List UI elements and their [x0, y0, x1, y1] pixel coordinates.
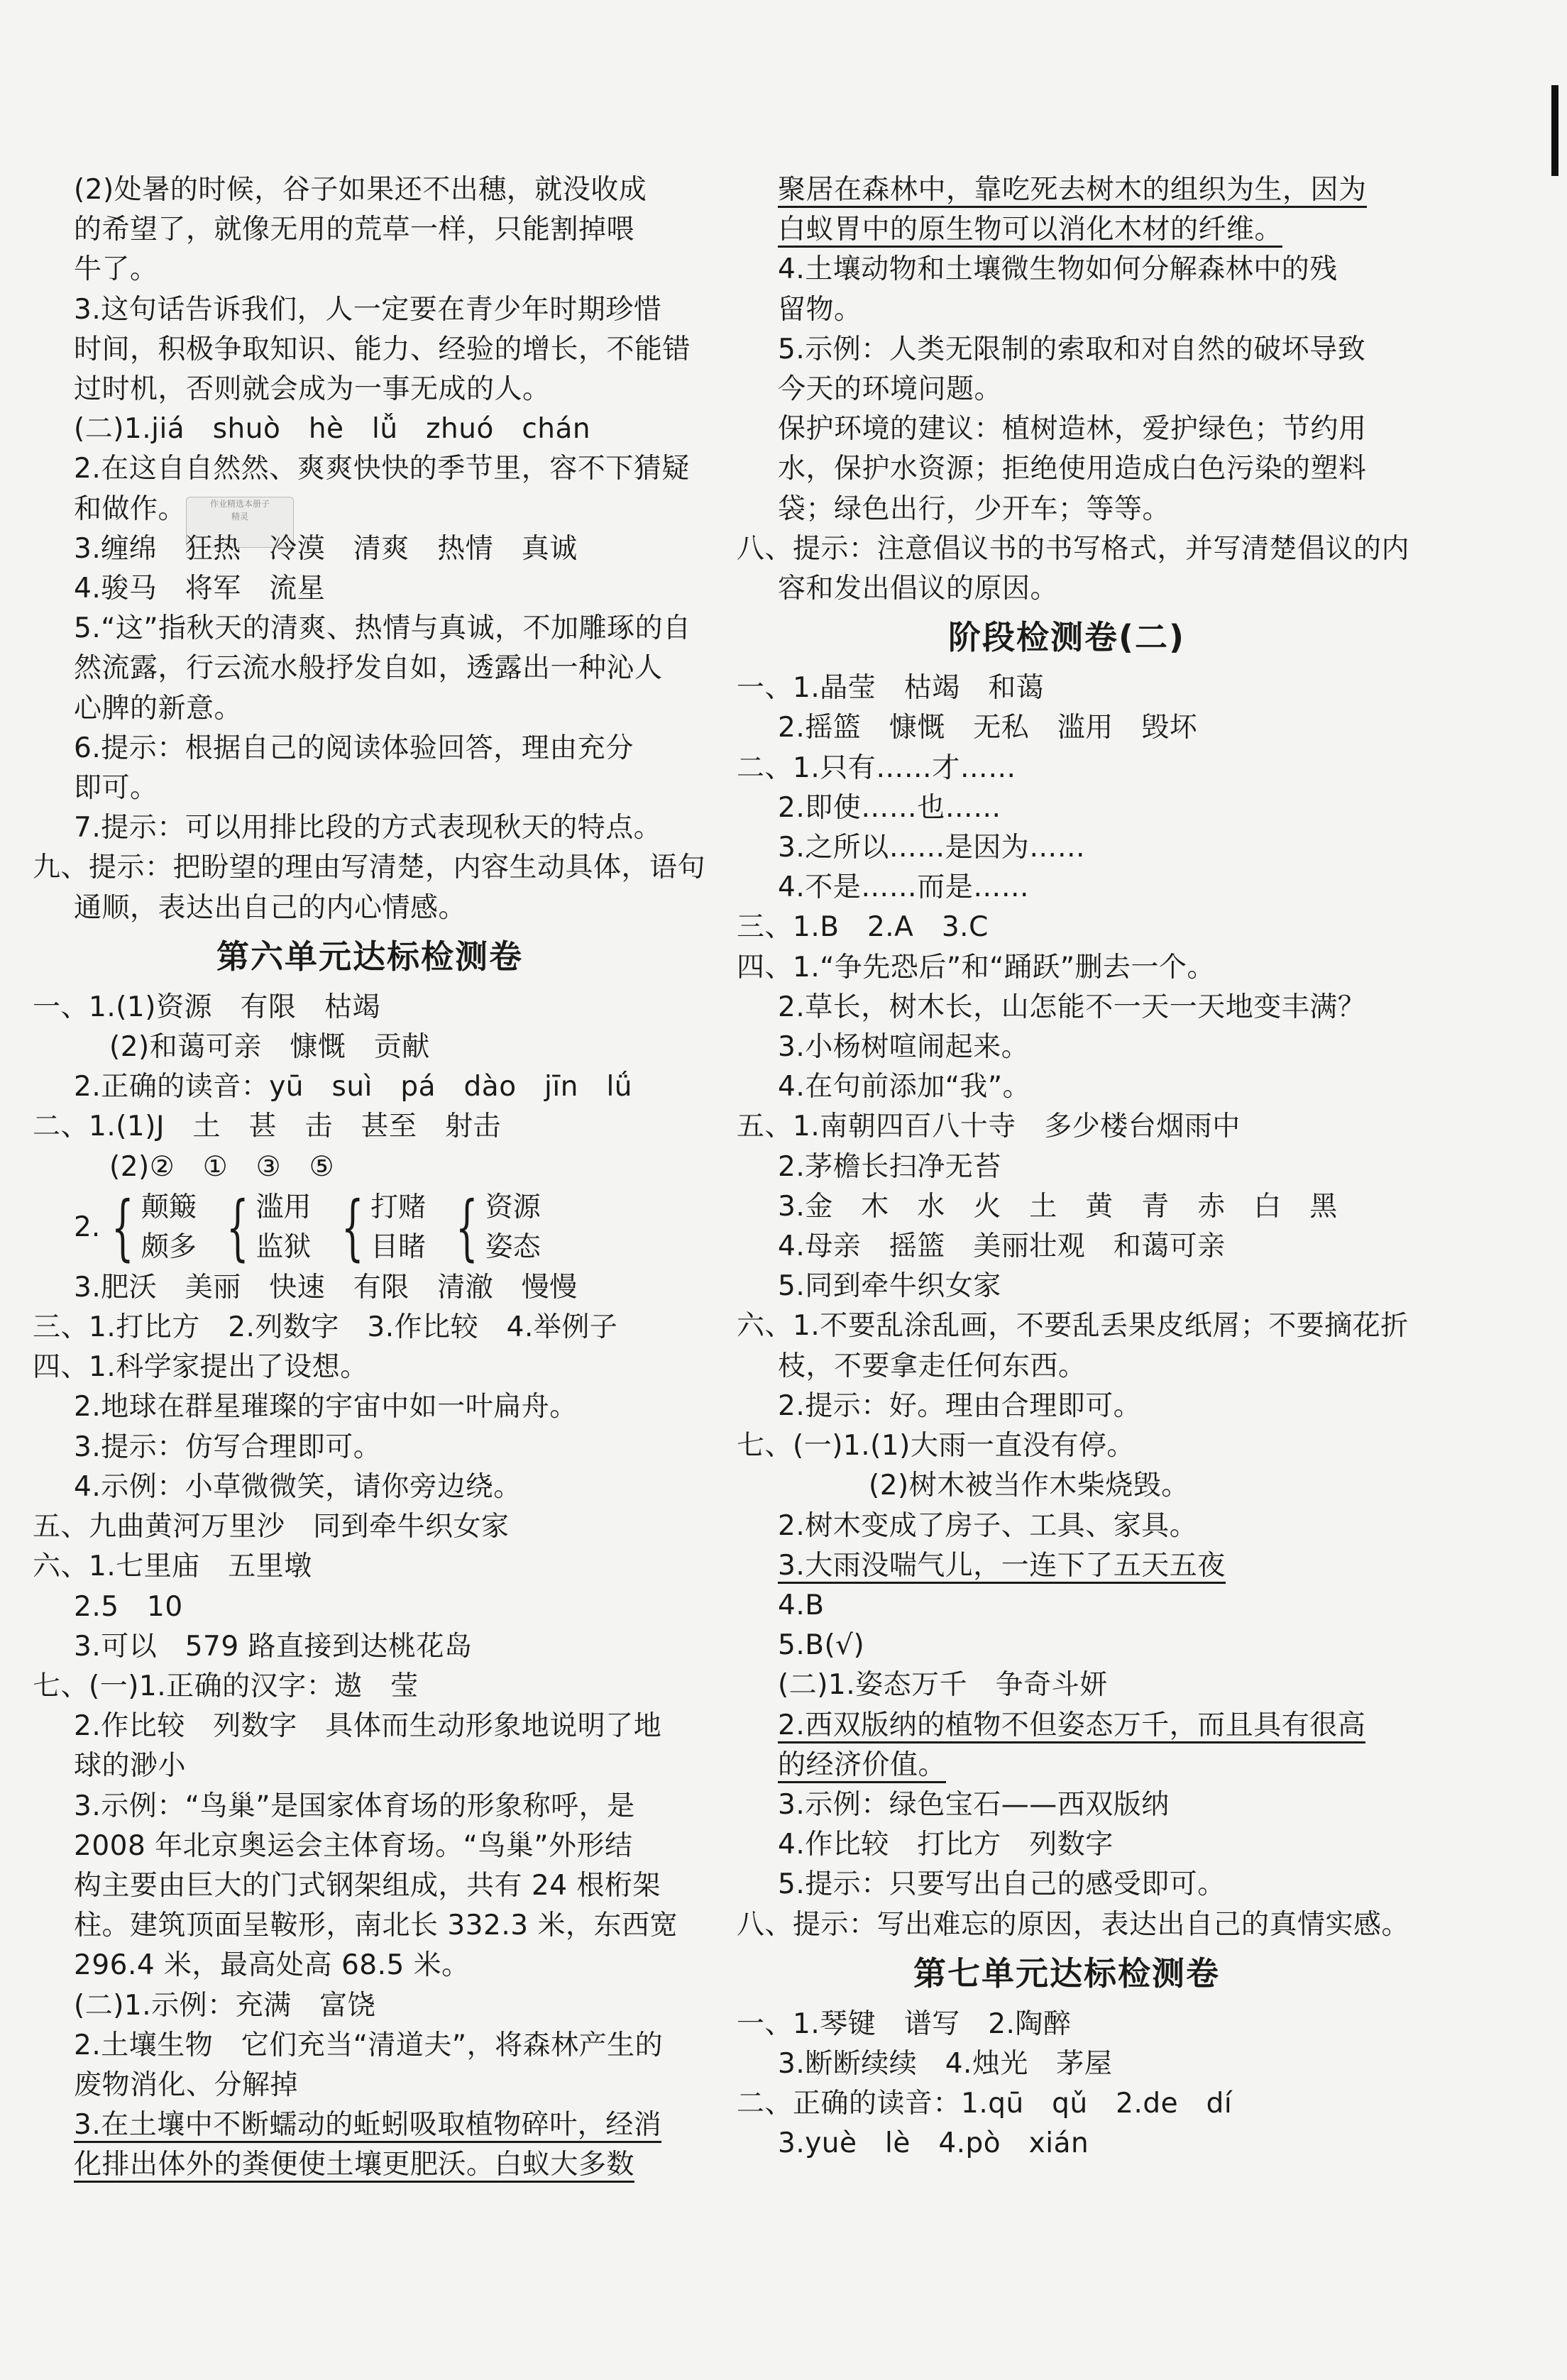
text-line: 3.断断续续 4.烛光 茅屋: [778, 2047, 1113, 2080]
text-line: 4.示例：小草微微笑，请你旁边绕。: [74, 1470, 522, 1503]
text-line: 然流露，行云流水般抒发自如，透露出一种沁人: [74, 652, 663, 685]
brace-word: 监狱: [255, 1230, 312, 1263]
stamp-line-1: 作业精选本册子: [209, 499, 270, 509]
text-line: 3.小杨树喧闹起来。: [778, 1031, 1030, 1064]
text-line: [33, 2145, 707, 2185]
text-line: 容和发出倡议的原因。: [778, 573, 1059, 605]
text-line: 2.作比较 列数字 具体而生动形象地说明了地: [74, 1710, 662, 1743]
text-line: 3.示例：“鸟巢”是国家体育场的形象称呼，是: [74, 1790, 635, 1822]
text-line: 二、正确的读音：1.qū qǔ 2.de dí: [737, 2088, 1233, 2120]
underlined-answer: 3.大雨没喘气儿，一连下了五天五夜: [778, 1550, 1226, 1584]
text-line: 废物消化、分解掉: [74, 2068, 299, 2101]
text-line: 5.示例：人类无限制的索取和对自然的破坏导致: [778, 333, 1366, 365]
text-line: 3.这句话告诉我们，人一定要在青少年时期珍惜: [74, 293, 662, 326]
text-line: (2)和蔼可亲 慷慨 贡献: [109, 1031, 430, 1064]
brace-word: 颇多: [141, 1230, 197, 1263]
text-line: 三、1.B 2.A 3.C: [737, 911, 989, 944]
text-line: 3.之所以……是因为……: [778, 832, 1086, 864]
text-line: 今天的环境问题。: [778, 373, 1003, 406]
text-line: 一、1.琴键 谱写 2.陶醉: [737, 2007, 1072, 2040]
text-line: 7.提示：可以用排比段的方式表现秋天的特点。: [74, 812, 662, 844]
text-line: 柱。建筑顶面呈鞍形，南北长 332.3 米，东西宽: [74, 1910, 678, 1942]
text-line: 七、(一)1.(1)大雨一直没有停。: [737, 1430, 1135, 1462]
brace-glyph: {: [226, 1185, 249, 1269]
text-line: 4.在句前添加“我”。: [778, 1071, 1031, 1103]
brace-word: 目睹: [370, 1230, 427, 1263]
text-line: 球的渺小: [74, 1750, 187, 1783]
underlined-answer: 聚居在森林中，靠吃死去树木的组织为生，因为: [778, 174, 1367, 208]
text-line: (2)树木被当作木柴烧毁。: [869, 1470, 1189, 1502]
text-line: 4.B: [778, 1589, 825, 1621]
text-line: 袋；绿色出行，少开车；等等。: [778, 492, 1171, 525]
left-column: [33, 170, 707, 2186]
text-line: 5.提示：只要写出自己的感受即可。: [778, 1868, 1226, 1901]
brace-group: [215, 1185, 312, 1269]
text-line: 4.作比较 打比方 列数字: [778, 1829, 1114, 1861]
text-line: 八、提示：写出难忘的原因，表达出自己的真情实感。: [737, 1908, 1410, 1941]
text-line: 3.金 木 水 火 土 黄 青 赤 白 黑: [778, 1190, 1338, 1223]
text-line: 2.土壤生物 它们充当“清道夫”，将森林产生的: [74, 2029, 664, 2061]
text-line: 即可。: [74, 772, 158, 805]
text-line: 296.4 米，最高处高 68.5 米。: [74, 1949, 470, 1982]
text-line: 的希望了，就像无用的荒草一样，只能割掉喂: [74, 214, 635, 246]
text-line: (二)1.姿态万千 争奇斗妍: [778, 1669, 1108, 1702]
text-line: [737, 1706, 1397, 1746]
brace-word: 滥用: [255, 1191, 312, 1223]
text-line: [737, 170, 1397, 210]
text-line: 5.同到牵牛织女家: [778, 1270, 1001, 1303]
text-line: 2.即使……也……: [778, 791, 1001, 824]
stamp-line-2: 精灵: [231, 512, 248, 522]
text-line: 2008 年北京奥运会主体育场。“鸟巢”外形结: [74, 1829, 633, 1862]
text-line: 三、1.打比方 2.列数字 3.作比较 4.举例子: [33, 1311, 618, 1344]
text-line: 6.提示：根据自己的阅读体验回答，理由充分: [74, 732, 634, 764]
text-line: [737, 1746, 1397, 1785]
brace-word: 打赌: [370, 1191, 427, 1223]
text-line: 4.土壤动物和土壤微生物如何分解森林中的残: [778, 253, 1338, 286]
text-line: 一、1.(1)资源 有限 枯竭: [33, 991, 380, 1023]
text-line: 六、1.不要乱涂乱画，不要乱丢果皮纸屑；不要摘花折: [737, 1310, 1409, 1343]
brace-group: [444, 1185, 541, 1269]
text-line: 心脾的新意。: [74, 692, 243, 725]
text-line: 过时机，否则就会成为一事无成的人。: [74, 373, 551, 406]
text-line: 八、提示：注意倡议书的书写格式，并写清楚倡议的内: [737, 532, 1410, 565]
brace-word: 姿态: [485, 1230, 541, 1263]
brace-number: 2.: [74, 1211, 101, 1244]
text-line: 3.提示：仿写合理即可。: [74, 1431, 382, 1463]
section-heading-stage2: 阶段检测卷(二): [947, 618, 1186, 657]
text-line: 2.在这自自然然、爽爽快快的季节里，容不下猜疑: [74, 453, 690, 485]
text-line: 五、1.南朝四百八十寺 多少楼台烟雨中: [737, 1111, 1241, 1143]
text-line: 2.正确的读音：yū suì pá dào jīn lǘ: [74, 1071, 632, 1103]
brace-group: [330, 1185, 427, 1269]
text-line: (二)1.jiá shuò hè lǚ zhuó chán: [74, 413, 591, 446]
section-heading-unit6: 第六单元达标检测卷: [216, 937, 523, 976]
underlined-answer: 白蚁胃中的原生物可以消化木材的纤维。: [778, 214, 1282, 248]
brace-group: [100, 1185, 197, 1269]
text-line: (2)② ① ③ ⑤: [109, 1150, 335, 1183]
text-line: [737, 210, 1397, 250]
brace-word: 资源: [485, 1191, 541, 1223]
page-edge-mark: [1551, 85, 1558, 176]
text-line: 5.B(√): [778, 1629, 865, 1662]
brace-glyph: {: [341, 1185, 364, 1269]
text-line: 3.缠绵 狂热 冷漠 清爽 热情 真诚: [74, 532, 578, 565]
text-line: 构主要由巨大的门式钢架组成，共有 24 根桁架: [74, 1869, 661, 1902]
text-line: 4.母亲 摇篮 美丽壮观 和蔼可亲: [778, 1230, 1226, 1263]
brace-glyph: {: [111, 1185, 134, 1269]
text-line: 4.不是……而是……: [778, 871, 1030, 904]
text-line: 时间，积极争取知识、能力、经验的增长，不能错: [74, 333, 691, 365]
text-line: 九、提示：把盼望的理由写清楚，内容生动具体，语句: [33, 852, 706, 884]
brace-answer-row: [33, 1187, 707, 1268]
text-line: 5.“这”指秋天的清爽、热情与真诚，不加雕琢的自: [74, 612, 691, 645]
text-line: 2.5 10: [74, 1590, 183, 1623]
text-line: [33, 2105, 707, 2145]
text-line: 2.摇篮 慷慨 无私 滥用 毁坏: [778, 712, 1198, 744]
text-line: 保护环境的建议：植树造林，爱护绿色；节约用: [778, 413, 1367, 446]
brace-glyph: {: [456, 1185, 478, 1269]
text-line: 七、(一)1.正确的汉字：遨 莹: [33, 1670, 419, 1702]
text-line: (二)1.示例：充满 富饶: [74, 1989, 376, 2022]
text-line: 四、1.“争先恐后”和“踊跃”删去一个。: [737, 951, 1216, 984]
text-line: 牛了。: [74, 253, 158, 286]
text-line: 3.示例：绿色宝石——西双版纳: [778, 1788, 1170, 1821]
text-line: 枝，不要拿走任何东西。: [778, 1350, 1087, 1382]
text-line: 六、1.七里庙 五里墩: [33, 1550, 312, 1583]
text-line: 4.骏马 将军 流星: [74, 573, 326, 605]
text-line: 2.提示：好。理由合理即可。: [778, 1389, 1142, 1422]
text-line: 2.树木变成了房子、工具、家具。: [778, 1509, 1198, 1542]
text-line: 3.肥沃 美丽 快速 有限 清澈 慢慢: [74, 1271, 578, 1304]
text-line: 2.草长，树木长，山怎能不一天一天地变丰满？: [778, 991, 1366, 1023]
text-line: 通顺，表达出自己的内心情感。: [74, 891, 467, 924]
text-line: 二、1.(1)J 土 甚 击 甚至 射击: [33, 1111, 501, 1143]
section-heading-unit7: 第七单元达标检测卷: [913, 1954, 1220, 1993]
text-line: 和做作。: [74, 492, 187, 525]
text-line: 2.地球在群星璀璨的宇宙中如一叶扁舟。: [74, 1391, 578, 1423]
text-line: 2.茅檐长扫净无苔: [778, 1150, 1001, 1183]
underlined-answer: 的经济价值。: [778, 1749, 946, 1783]
text-line: 3.可以 579 路直接到达桃花岛: [74, 1630, 473, 1663]
text-line: [737, 1546, 1397, 1586]
text-line: 水，保护水资源；拒绝使用造成白色污染的塑料: [778, 453, 1367, 485]
text-line: 四、1.科学家提出了设想。: [33, 1351, 368, 1384]
text-line: 留物。: [778, 293, 862, 326]
underlined-answer: 3.在土壤中不断蠕动的蚯蚓吸取植物碎叶，经消: [74, 2109, 661, 2143]
text-line: 一、1.晶莹 枯竭 和蔼: [737, 672, 1045, 705]
text-line: 3.yuè lè 4.pò xián: [778, 2127, 1089, 2160]
underlined-answer: 化排出体外的粪便使土壤更肥沃。白蚁大多数: [74, 2149, 634, 2183]
text-line: 五、九曲黄河万里沙 同到牵牛织女家: [33, 1511, 510, 1543]
underlined-answer: 2.西双版纳的植物不但姿态万千，而且具有很高: [778, 1709, 1365, 1743]
text-line: 二、1.只有……才……: [737, 751, 1016, 784]
text-line: (2)处暑的时候，谷子如果还不出穗，就没收成: [74, 174, 647, 206]
brace-word: 颠簸: [141, 1191, 197, 1223]
right-column: [737, 170, 1410, 2164]
